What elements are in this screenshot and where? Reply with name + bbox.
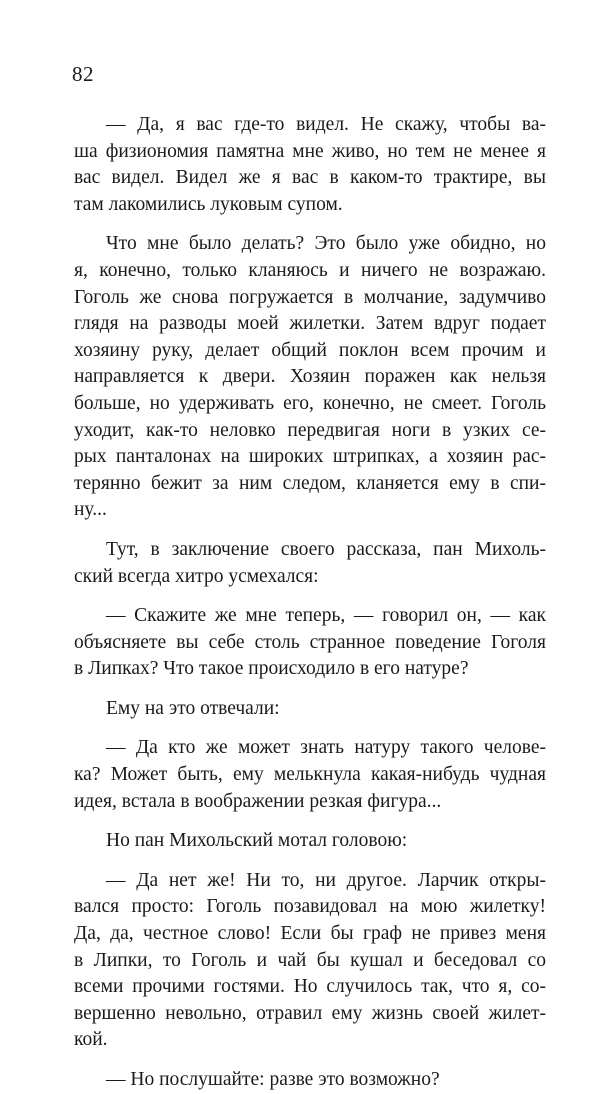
- paragraph-gap: [74, 524, 546, 537]
- page-number: 82: [72, 62, 94, 86]
- paragraph: [74, 112, 546, 218]
- text-line: терянно бежит за ним следом, кланяется ему в спи-: [74, 472, 546, 494]
- paragraph: [74, 868, 546, 1054]
- paragraph-gap: [74, 590, 546, 603]
- text-line: — Да нет же! Ни то, ни другое. Ларчик откры-: [106, 869, 546, 891]
- body-text: [74, 112, 546, 1094]
- paragraph-gap: [74, 218, 546, 231]
- text-line: ский всегда хитро усмехался:: [74, 565, 319, 587]
- text-line: вас видел. Видел же я вас в каком-то трактире, вы: [74, 167, 546, 189]
- text-line: я, конечно, только кланяюсь и ничего не возражаю.: [74, 259, 546, 281]
- text-line: ка? Может быть, ему мелькнула какая-нибудь чудная: [74, 764, 546, 786]
- text-line: всеми прочими гостями. Но случилось так, что я, со-: [74, 976, 546, 998]
- paragraph: [74, 603, 546, 683]
- paragraph: [74, 696, 546, 723]
- text-line: Что мне было делать? Это было уже обидно, но: [106, 233, 546, 255]
- text-line: глядя на разводы моей жилетки. Затем вдруг подает: [74, 313, 546, 335]
- text-line: — Скажите же мне теперь, — говорил он, — как: [106, 605, 546, 627]
- paragraph-gap: [74, 815, 546, 828]
- text-line: направляется к двери. Хозяин поражен как нельзя: [74, 366, 546, 388]
- text-line: ша физиономия памятна мне живо, но тем не менее я: [74, 140, 546, 162]
- paragraph: [74, 537, 546, 590]
- text-line: ну...: [74, 499, 107, 521]
- paragraph: [74, 735, 546, 815]
- paragraph-gap: [74, 855, 546, 868]
- paragraph: [74, 231, 546, 524]
- text-line: — Да, я вас где-то видел. Не скажу, чтобы ва-: [106, 114, 546, 135]
- text-line: Тут, в заключение своего рассказа, пан Михоль-: [106, 538, 546, 560]
- text-line: там лакомились луковым супом.: [74, 193, 343, 215]
- text-line: Гоголь же снова погружается в молчание, задумчиво: [74, 286, 546, 308]
- text-line: объясняете вы себе столь странное поведение Гоголя: [74, 631, 546, 653]
- paragraph-gap: [74, 722, 546, 735]
- text-line: Но пан Михольский мотал головою:: [106, 830, 408, 852]
- paragraph-gap: [74, 683, 546, 696]
- text-line: — Но послушайте: разве это возможно?: [106, 1069, 440, 1090]
- text-line: рых панталонах на широких штрипках, а хозяин рас-: [74, 446, 546, 468]
- text-line: вался просто: Гоголь позавидовал на мою жилетку!: [74, 896, 546, 918]
- text-line: — Да кто же может знать натуру такого челове-: [106, 737, 546, 759]
- text-line: в Липках? Что такое происходило в его натуре?: [74, 658, 469, 680]
- text-line: вершенно невольно, отравил ему жизнь своей жилет-: [74, 1002, 546, 1024]
- text-line: больше, но удерживать его, конечно, не смеет. Гоголь: [74, 392, 546, 414]
- paragraph: [74, 828, 546, 855]
- text-line: Да, да, честное слово! Если бы граф не привез меня: [74, 923, 546, 945]
- text-line: идея, встала в воображении резкая фигура...: [74, 790, 442, 812]
- text-line: в Липки, то Гоголь и чай бы кушал и беседовал со: [74, 949, 546, 971]
- text-line: Ему на это отвечали:: [106, 697, 280, 719]
- paragraph-gap: [74, 1054, 546, 1067]
- text-line: уходит, как-то неловко передвигая ноги в узких се-: [74, 419, 546, 441]
- paragraph: [74, 1067, 546, 1094]
- text-line: кой.: [74, 1029, 108, 1051]
- text-line: хозяину руку, делает общий поклон всем прочим и: [74, 339, 546, 361]
